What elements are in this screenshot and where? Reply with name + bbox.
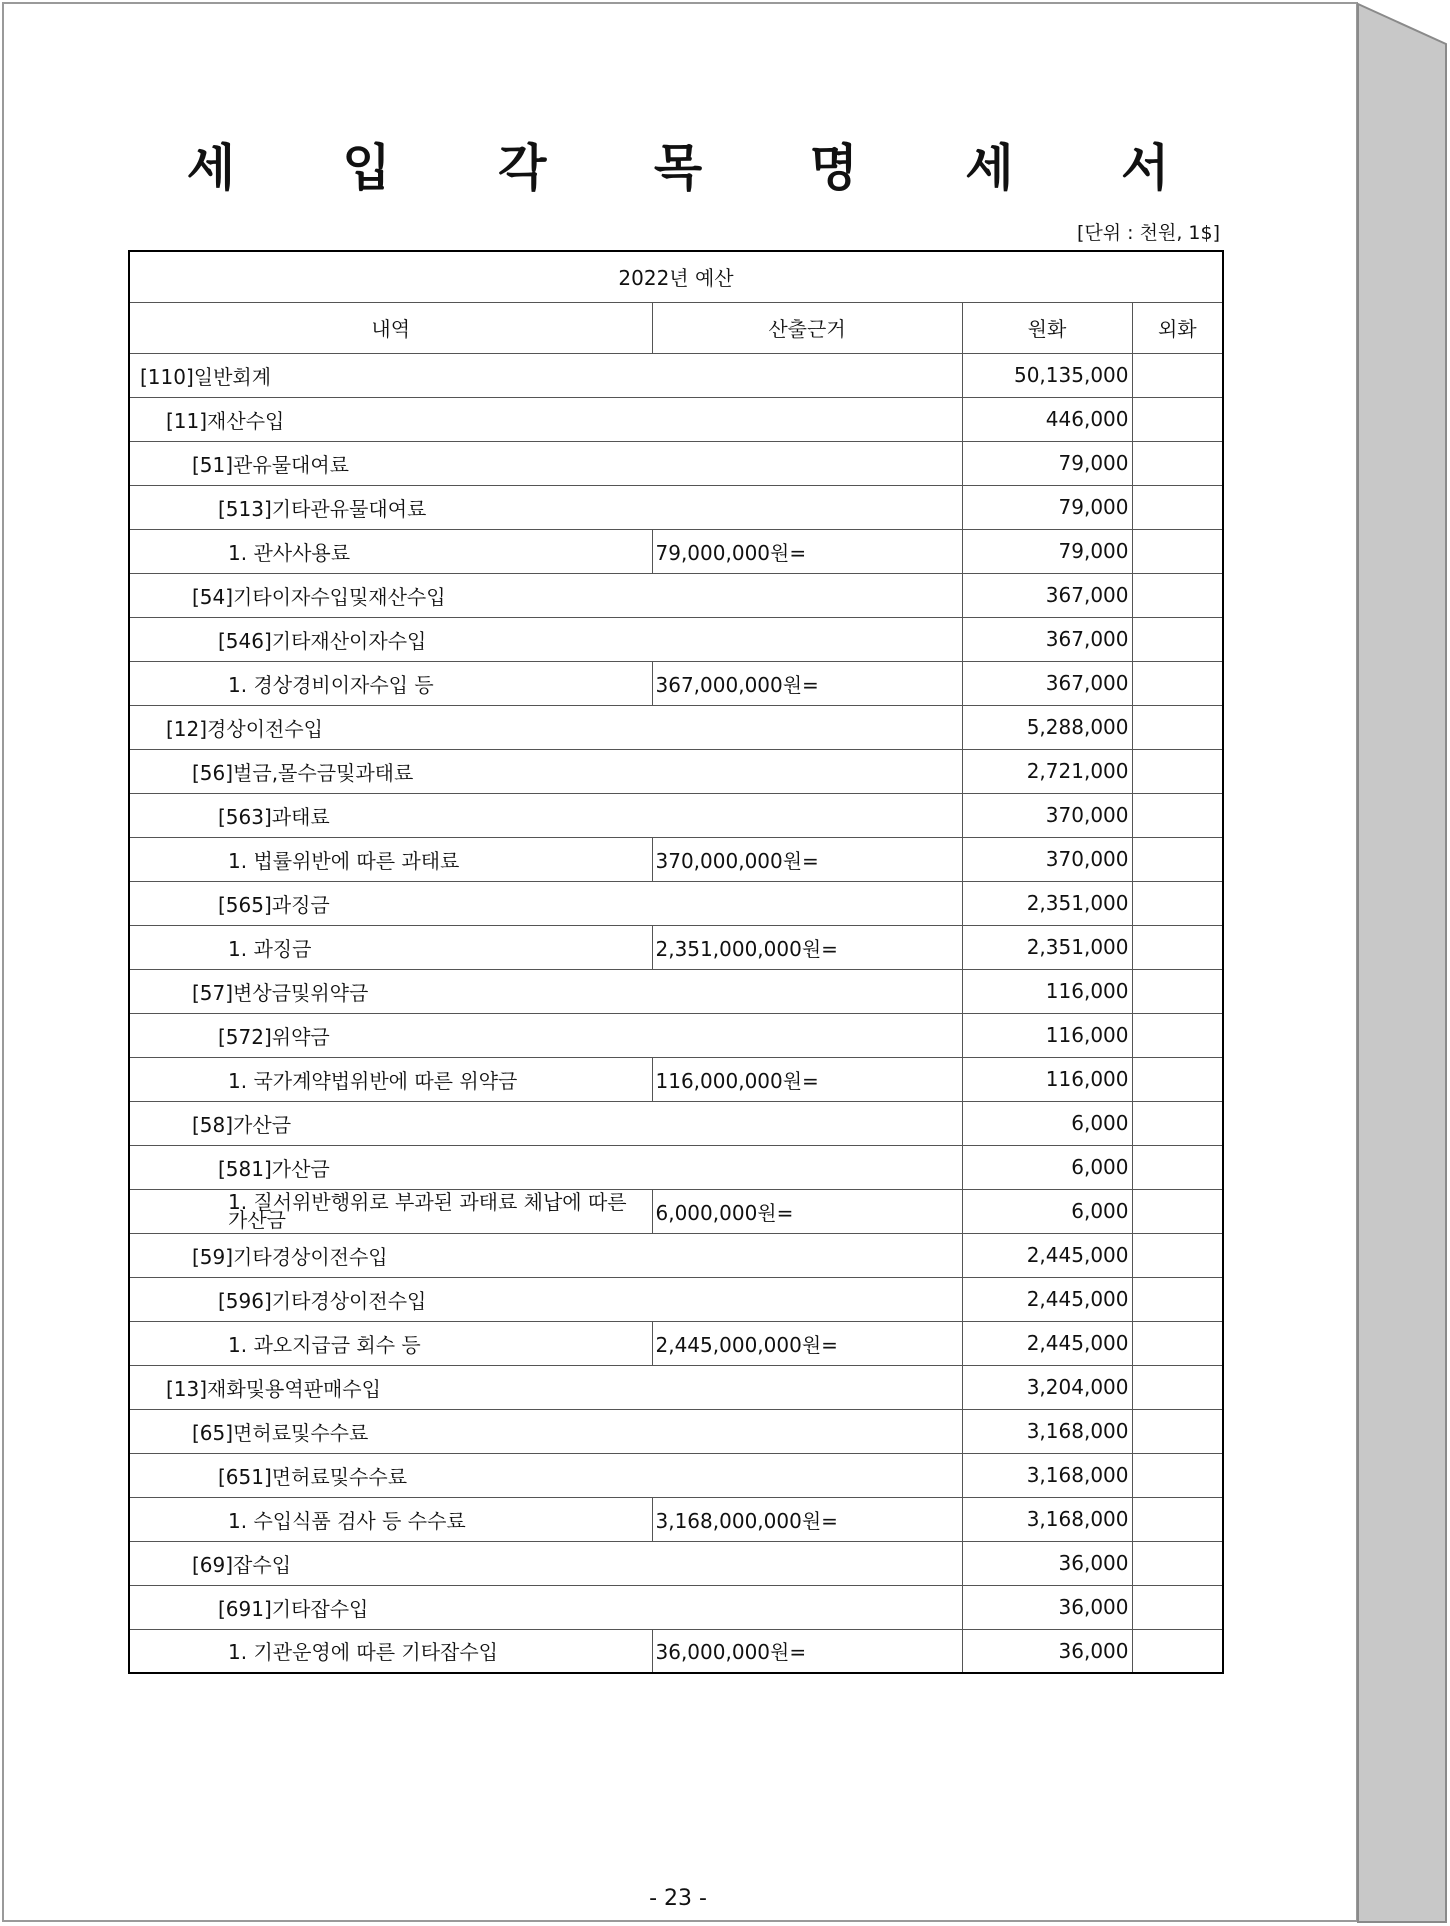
row-basis: 2,351,000,000원= xyxy=(652,925,962,969)
table-row xyxy=(129,353,1223,397)
row-basis: 367,000,000원= xyxy=(652,661,962,705)
row-item: [565]과징금 xyxy=(129,881,962,925)
row-fx xyxy=(1132,1365,1223,1409)
table-row xyxy=(129,1541,1223,1585)
row-basis: 116,000,000원= xyxy=(652,1057,962,1101)
row-fx xyxy=(1132,837,1223,881)
table-row xyxy=(129,837,1223,881)
row-krw: 370,000 xyxy=(962,793,1132,837)
table-row xyxy=(129,1013,1223,1057)
row-krw: 116,000 xyxy=(962,969,1132,1013)
row-item: [57]변상금및위약금 xyxy=(129,969,962,1013)
row-fx xyxy=(1132,1101,1223,1145)
budget-table xyxy=(128,250,1224,1674)
table-row xyxy=(129,1189,1223,1233)
row-fx xyxy=(1132,749,1223,793)
table-row xyxy=(129,1321,1223,1365)
table-row xyxy=(129,1629,1223,1673)
row-krw: 36,000 xyxy=(962,1629,1132,1673)
row-item: [56]벌금,몰수금및과태료 xyxy=(129,749,962,793)
table-row xyxy=(129,1145,1223,1189)
row-item: 1. 법률위반에 따른 과태료 xyxy=(129,837,652,881)
row-krw: 2,445,000 xyxy=(962,1233,1132,1277)
row-krw: 79,000 xyxy=(962,485,1132,529)
table-row xyxy=(129,441,1223,485)
column-header-krw: 원화 xyxy=(962,302,1132,353)
row-fx xyxy=(1132,529,1223,573)
row-item: [563]과태료 xyxy=(129,793,962,837)
row-fx xyxy=(1132,1321,1223,1365)
row-item: [54]기타이자수입및재산수입 xyxy=(129,573,962,617)
table-row xyxy=(129,1497,1223,1541)
row-fx xyxy=(1132,1409,1223,1453)
row-fx xyxy=(1132,1497,1223,1541)
row-krw: 6,000 xyxy=(962,1189,1132,1233)
table-row xyxy=(129,573,1223,617)
table-row xyxy=(129,1233,1223,1277)
row-fx xyxy=(1132,661,1223,705)
row-item: [12]경상이전수입 xyxy=(129,705,962,749)
row-krw: 79,000 xyxy=(962,529,1132,573)
document-title: 세 입 각 목 명 세 서 xyxy=(186,139,1215,197)
row-fx xyxy=(1132,793,1223,837)
row-item: [546]기타재산이자수입 xyxy=(129,617,962,661)
row-krw: 2,721,000 xyxy=(962,749,1132,793)
row-basis: 370,000,000원= xyxy=(652,837,962,881)
row-krw: 3,168,000 xyxy=(962,1497,1132,1541)
budget-rows xyxy=(129,353,1223,1673)
page-number: - 23 - xyxy=(649,1886,707,1911)
row-krw: 6,000 xyxy=(962,1101,1132,1145)
table-row xyxy=(129,749,1223,793)
row-krw: 446,000 xyxy=(962,397,1132,441)
row-basis: 36,000,000원= xyxy=(652,1629,962,1673)
row-fx xyxy=(1132,1453,1223,1497)
row-item: [59]기타경상이전수입 xyxy=(129,1233,962,1277)
row-krw: 370,000 xyxy=(962,837,1132,881)
row-krw: 367,000 xyxy=(962,573,1132,617)
table-row xyxy=(129,793,1223,837)
row-item: [13]재화및용역판매수입 xyxy=(129,1365,962,1409)
table-row xyxy=(129,1409,1223,1453)
table-row xyxy=(129,1057,1223,1101)
row-item: [651]면허료및수수료 xyxy=(129,1453,962,1497)
row-basis: 6,000,000원= xyxy=(652,1189,962,1233)
row-item: [581]가산금 xyxy=(129,1145,962,1189)
row-krw: 367,000 xyxy=(962,661,1132,705)
unit-note: [단위 : 천원, 1$] xyxy=(1077,222,1220,244)
row-fx xyxy=(1132,1145,1223,1189)
row-item: 1. 질서위반행위로 부과된 과태료 체납에 따른 가산금 xyxy=(129,1189,652,1233)
column-header-fx: 외화 xyxy=(1132,302,1223,353)
row-fx xyxy=(1132,1585,1223,1629)
row-item: [65]면허료및수수료 xyxy=(129,1409,962,1453)
table-row xyxy=(129,1585,1223,1629)
row-fx xyxy=(1132,397,1223,441)
row-krw: 79,000 xyxy=(962,441,1132,485)
row-item: [691]기타잡수입 xyxy=(129,1585,962,1629)
row-krw: 36,000 xyxy=(962,1541,1132,1585)
table-row xyxy=(129,529,1223,573)
row-item: [58]가산금 xyxy=(129,1101,962,1145)
row-item: 1. 경상경비이자수입 등 xyxy=(129,661,652,705)
row-item: 1. 기관운영에 따른 기타잡수입 xyxy=(129,1629,652,1673)
row-item: [513]기타관유물대여료 xyxy=(129,485,962,529)
row-item: [572]위약금 xyxy=(129,1013,962,1057)
row-item: 1. 과징금 xyxy=(129,925,652,969)
row-krw: 2,351,000 xyxy=(962,881,1132,925)
row-fx xyxy=(1132,617,1223,661)
table-row xyxy=(129,1365,1223,1409)
row-item: 1. 국가계약법위반에 따른 위약금 xyxy=(129,1057,652,1101)
row-fx xyxy=(1132,925,1223,969)
table-row xyxy=(129,1453,1223,1497)
table-row xyxy=(129,661,1223,705)
row-fx xyxy=(1132,1629,1223,1673)
table-row xyxy=(129,485,1223,529)
table-row xyxy=(129,397,1223,441)
row-fx xyxy=(1132,573,1223,617)
row-krw: 2,445,000 xyxy=(962,1321,1132,1365)
column-header-basis: 산출근거 xyxy=(652,302,962,353)
row-item: [69]잡수입 xyxy=(129,1541,962,1585)
row-fx xyxy=(1132,485,1223,529)
row-krw: 36,000 xyxy=(962,1585,1132,1629)
row-krw: 50,135,000 xyxy=(962,353,1132,397)
row-fx xyxy=(1132,441,1223,485)
row-fx xyxy=(1132,881,1223,925)
table-row xyxy=(129,881,1223,925)
row-krw: 116,000 xyxy=(962,1057,1132,1101)
row-fx xyxy=(1132,1189,1223,1233)
row-fx xyxy=(1132,1277,1223,1321)
row-krw: 5,288,000 xyxy=(962,705,1132,749)
table-row xyxy=(129,705,1223,749)
row-item: 1. 수입식품 검사 등 수수료 xyxy=(129,1497,652,1541)
row-basis: 79,000,000원= xyxy=(652,529,962,573)
row-krw: 2,445,000 xyxy=(962,1277,1132,1321)
row-item: [11]재산수입 xyxy=(129,397,962,441)
row-fx xyxy=(1132,705,1223,749)
table-row xyxy=(129,925,1223,969)
row-basis: 3,168,000,000원= xyxy=(652,1497,962,1541)
row-fx xyxy=(1132,969,1223,1013)
row-item: [110]일반회계 xyxy=(129,353,962,397)
row-basis: 2,445,000,000원= xyxy=(652,1321,962,1365)
table-row xyxy=(129,969,1223,1013)
row-fx xyxy=(1132,1233,1223,1277)
row-krw: 3,204,000 xyxy=(962,1365,1132,1409)
table-row xyxy=(129,617,1223,661)
row-krw: 116,000 xyxy=(962,1013,1132,1057)
table-row xyxy=(129,1101,1223,1145)
row-krw: 6,000 xyxy=(962,1145,1132,1189)
row-krw: 3,168,000 xyxy=(962,1453,1132,1497)
row-krw: 2,351,000 xyxy=(962,925,1132,969)
header-budget-year: 2022년 예산 xyxy=(129,251,1223,302)
row-krw: 3,168,000 xyxy=(962,1409,1132,1453)
row-item: [596]기타경상이전수입 xyxy=(129,1277,962,1321)
row-item: 1. 관사사용료 xyxy=(129,529,652,573)
row-item: [51]관유물대여료 xyxy=(129,441,962,485)
column-header-item: 내역 xyxy=(129,302,652,353)
table-row xyxy=(129,1277,1223,1321)
row-fx xyxy=(1132,1013,1223,1057)
row-fx xyxy=(1132,1541,1223,1585)
row-krw: 367,000 xyxy=(962,617,1132,661)
row-item: 1. 과오지급금 회수 등 xyxy=(129,1321,652,1365)
row-fx xyxy=(1132,353,1223,397)
row-fx xyxy=(1132,1057,1223,1101)
